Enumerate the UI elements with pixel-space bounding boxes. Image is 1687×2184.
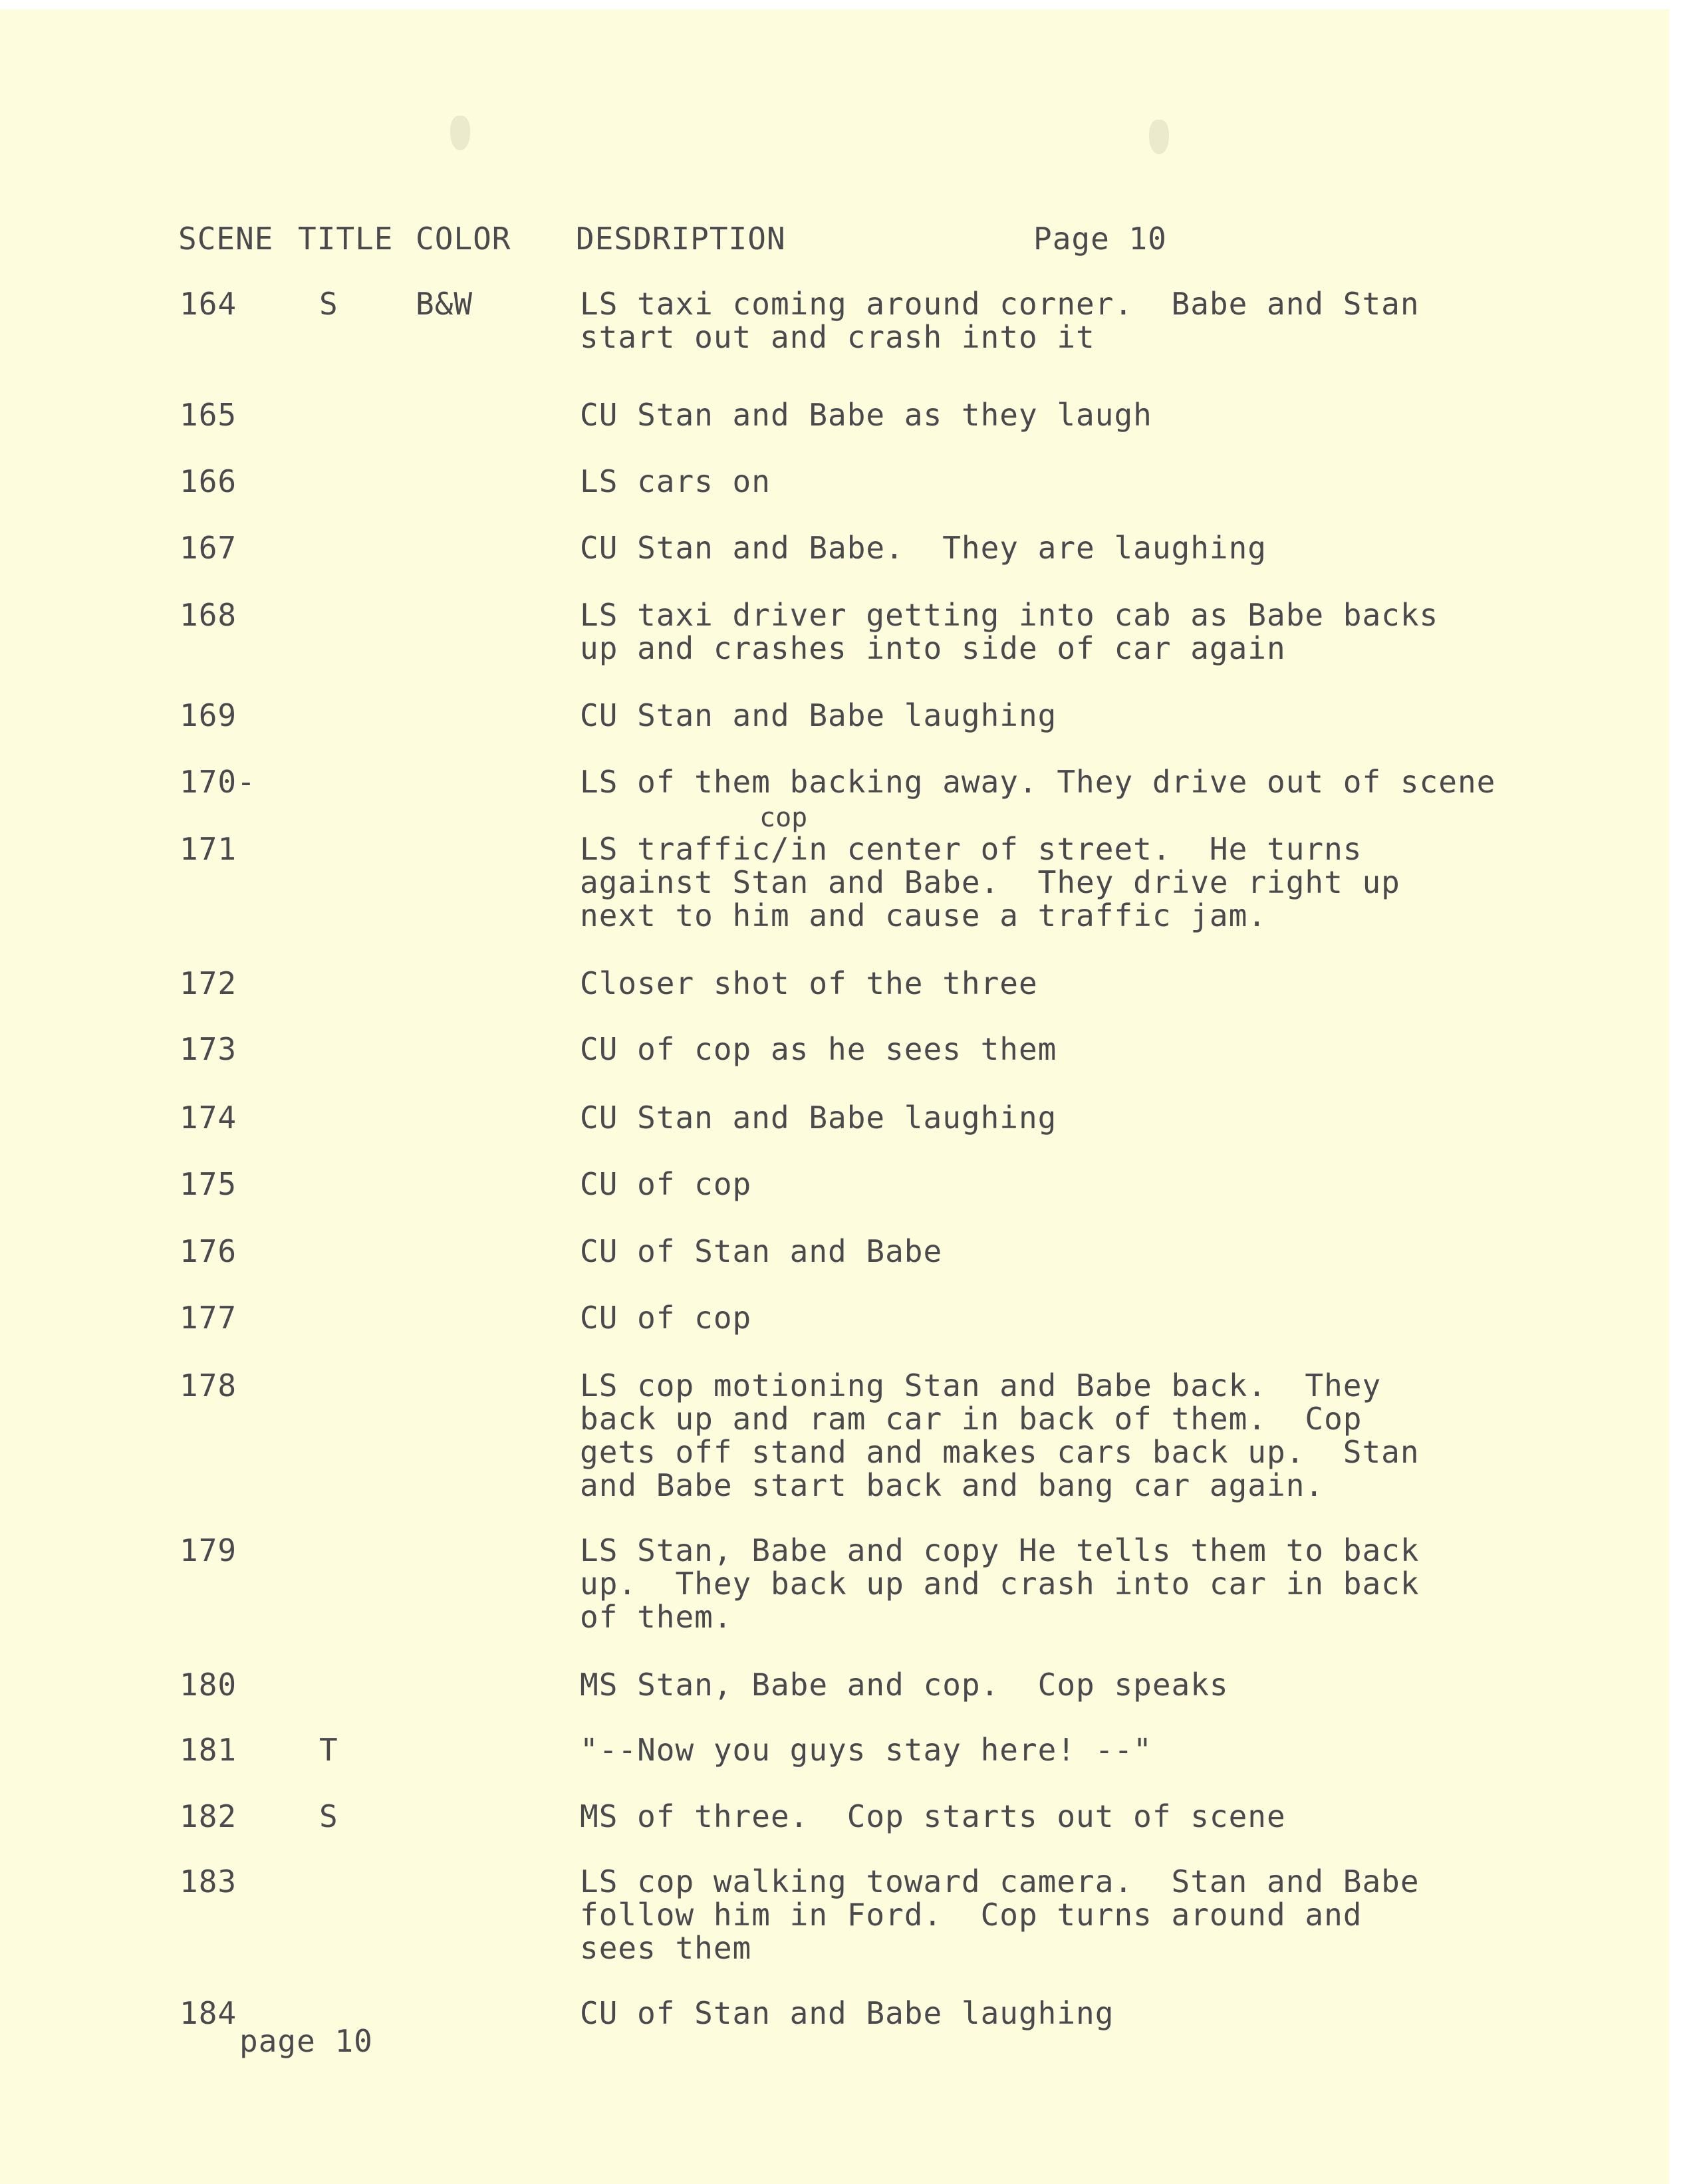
scene-number: 173 — [180, 1031, 237, 1067]
scene-description — [580, 1235, 942, 1268]
punch-hole — [1149, 120, 1169, 154]
scene-number: 174 — [180, 1100, 237, 1136]
scene-description — [580, 1534, 1420, 1634]
punch-hole — [450, 116, 470, 150]
description-line: next to him and cause a traffic jam. — [580, 898, 1267, 933]
scene-number: 183 — [180, 1864, 237, 1899]
description-line: MS Stan, Babe and cop. Cop speaks — [580, 1667, 1229, 1703]
scene-number: 172 — [180, 965, 237, 1001]
scene-number: 170- — [180, 764, 256, 800]
description-line: CU Stan and Babe as they laugh — [580, 397, 1152, 433]
description-line: CU Stan and Babe. They are laughing — [580, 530, 1267, 566]
scene-description — [580, 1800, 1286, 1833]
description-line: Closer shot of the three — [580, 965, 1038, 1001]
description-line: sees them — [580, 1930, 752, 1966]
scene-title-code: T — [319, 1732, 338, 1768]
description-line: MS of three. Cop starts out of scene — [580, 1798, 1286, 1834]
header-color: COLOR — [416, 221, 511, 257]
scene-number: 168 — [180, 597, 237, 633]
description-line: CU Stan and Babe laughing — [580, 697, 1057, 733]
header-scene: SCENE — [178, 221, 274, 257]
scene-description — [580, 1032, 1057, 1066]
description-line: LS traffic/in center of street. He turns — [580, 831, 1363, 867]
scene-title-code: S — [319, 1798, 338, 1834]
scene-number: 167 — [180, 530, 237, 566]
scene-description — [580, 1733, 1152, 1766]
scene-number: 182 — [180, 1798, 237, 1834]
scene-description — [580, 1865, 1420, 1965]
scene-number: 169 — [180, 697, 237, 733]
description-line: CU of Stan and Babe — [580, 1233, 943, 1269]
description-line: LS of them backing away. They drive out of scene — [580, 764, 1496, 800]
description-line: start out and crash into it — [580, 319, 1095, 355]
description-line: CU of Stan and Babe laughing — [580, 1995, 1114, 2031]
description-line: LS Stan, Babe and copy He tells them to back — [580, 1532, 1420, 1568]
scene-number: 181 — [180, 1732, 237, 1768]
scene-description — [580, 1668, 1229, 1701]
document-page — [0, 9, 1669, 2184]
description-line: follow him in Ford. Cop turns around and — [580, 1897, 1363, 1933]
description-line: up. They back up and crash into car in back — [580, 1566, 1420, 1602]
scene-number: 166 — [180, 463, 237, 499]
scene-description — [580, 832, 1400, 932]
description-line: and Babe start back and bang car again. — [580, 1467, 1325, 1503]
scene-description — [580, 287, 1420, 354]
description-line: LS cars on — [580, 463, 771, 499]
description-line: gets off stand and makes cars back up. Stan — [580, 1434, 1420, 1470]
scene-description — [580, 465, 771, 498]
description-line: LS cop motioning Stan and Babe back. They — [580, 1368, 1382, 1403]
scene-number: 177 — [180, 1300, 237, 1336]
scene-description — [580, 1101, 1057, 1134]
scene-description — [580, 531, 1267, 564]
scene-description — [580, 967, 1038, 1000]
description-line: against Stan and Babe. They drive right up — [580, 864, 1400, 900]
description-line: CU Stan and Babe laughing — [580, 1100, 1057, 1136]
description-line: up and crashes into side of car again — [580, 630, 1286, 666]
page-footer: page 10 — [239, 2023, 373, 2059]
description-line: LS taxi driver getting into cab as Babe backs — [580, 597, 1439, 633]
scene-number: 179 — [180, 1532, 237, 1568]
scene-description — [580, 1997, 1114, 2030]
scene-description — [580, 1167, 751, 1201]
scene-description — [580, 1301, 751, 1334]
description-line: LS cop walking toward camera. Stan and Babe — [580, 1864, 1420, 1899]
description-line: CU of cop as he sees them — [580, 1031, 1057, 1067]
description-line: "--Now you guys stay here! --" — [580, 1732, 1152, 1768]
scene-number: 178 — [180, 1368, 237, 1403]
description-line: of them. — [580, 1599, 733, 1635]
scene-number: 175 — [180, 1166, 237, 1202]
header-page: Page 10 — [1033, 221, 1167, 257]
description-line: CU of cop — [580, 1300, 752, 1336]
header-description: DESDRIPTION — [576, 221, 786, 257]
scene-number: 184 — [180, 1995, 237, 2031]
handwritten-insert: cop — [759, 802, 808, 833]
scene-description — [580, 765, 1495, 798]
scene-number: 176 — [180, 1233, 237, 1269]
scene-description — [580, 598, 1438, 665]
header-title: TITLE — [298, 221, 394, 257]
description-line: LS taxi coming around corner. Babe and Stan — [580, 286, 1420, 322]
description-line: back up and ram car in back of them. Cop — [580, 1401, 1363, 1437]
scene-description — [580, 398, 1152, 431]
scene-number: 171 — [180, 831, 237, 867]
scene-number: 164 — [180, 286, 237, 322]
scene-color: B&W — [416, 286, 473, 322]
scene-number: 165 — [180, 397, 237, 433]
scene-title-code: S — [319, 286, 338, 322]
scene-number: 180 — [180, 1667, 237, 1703]
scene-description — [580, 1369, 1420, 1502]
scene-description — [580, 699, 1057, 732]
description-line: CU of cop — [580, 1166, 752, 1202]
